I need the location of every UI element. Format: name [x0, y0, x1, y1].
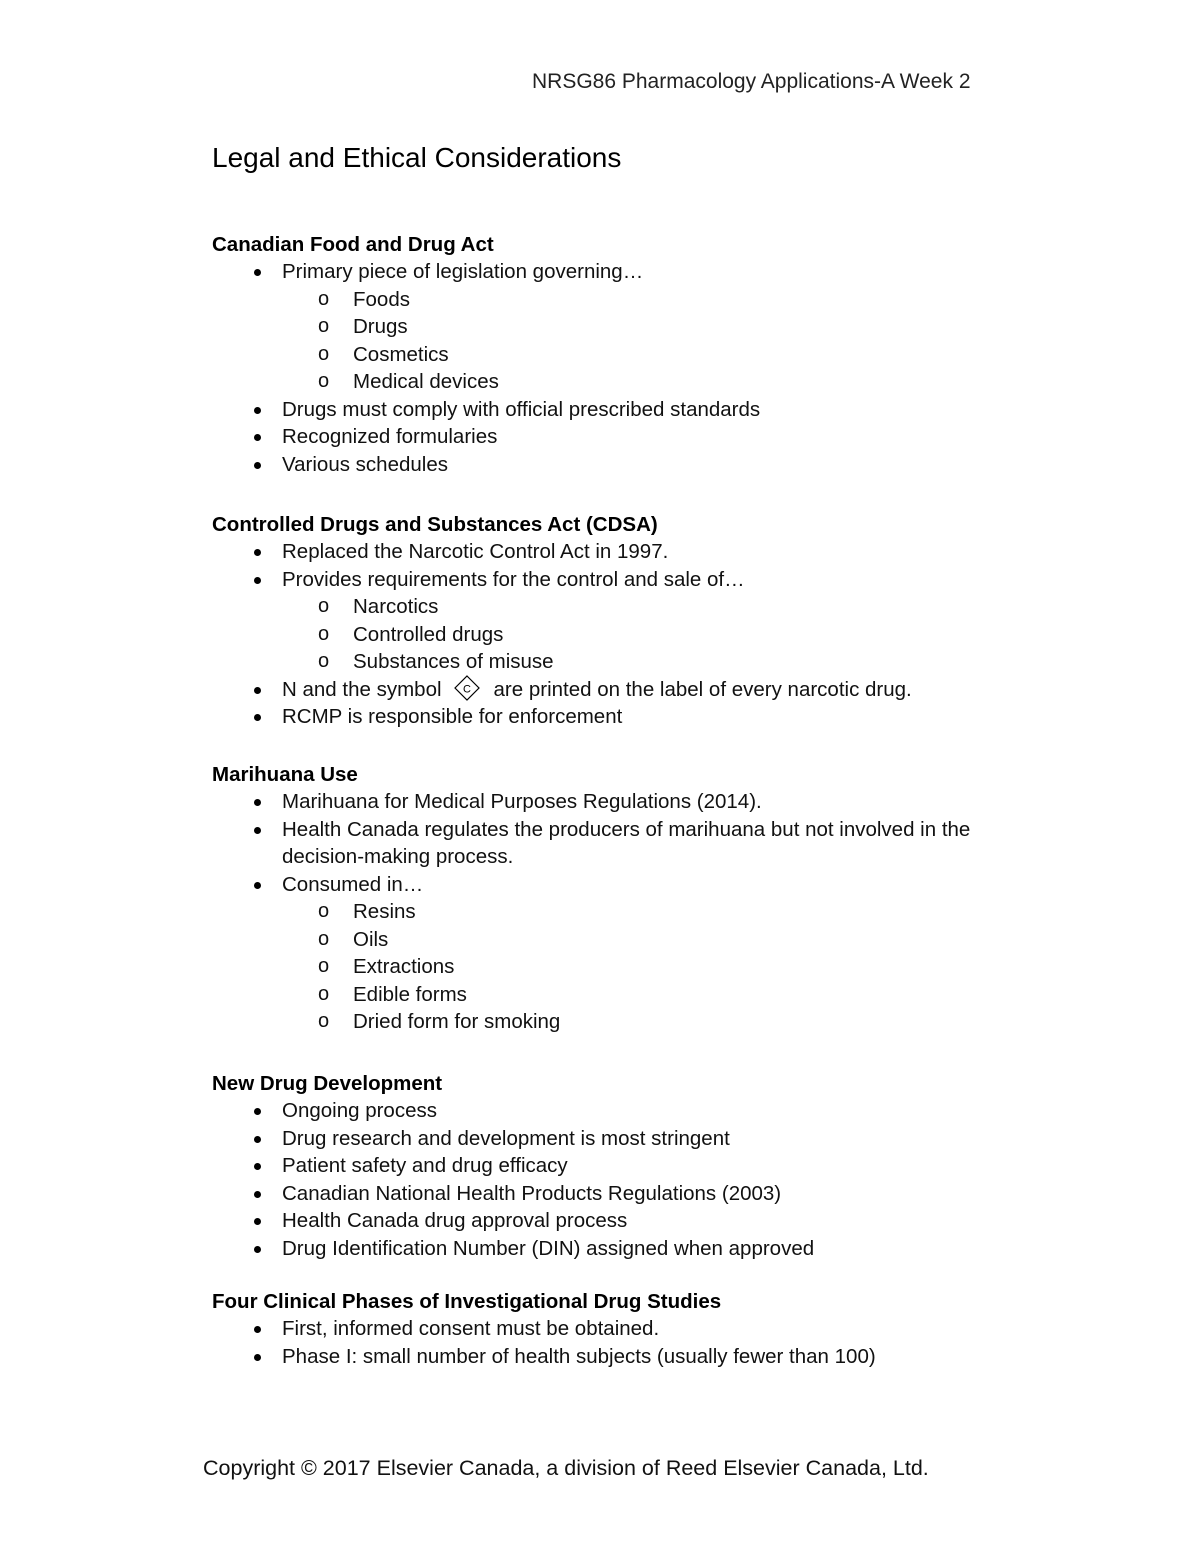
sub-list-item: o Medical devices — [212, 368, 1052, 396]
section-heading: Four Clinical Phases of Investigational Drug Studies — [212, 1290, 722, 1313]
list-item: Provides requirements for the control and sale of… — [212, 566, 1052, 594]
bullet-icon — [254, 1191, 261, 1198]
bullet-icon — [254, 1246, 261, 1253]
circle-bullet-icon: o — [318, 650, 330, 672]
list-item: Drug research and development is most stringent — [212, 1125, 1052, 1153]
page-header: NRSG86 Pharmacology Applications-A Week 2 — [532, 70, 971, 93]
list-item: Patient safety and drug efficacy — [212, 1152, 1052, 1180]
list-item: RCMP is responsible for enforcement — [212, 703, 1052, 731]
circle-bullet-icon: o — [318, 595, 330, 617]
circle-bullet-icon: o — [318, 287, 330, 310]
circle-bullet-icon: o — [318, 955, 330, 977]
bullet-icon — [254, 434, 261, 441]
bullet-icon — [254, 882, 261, 889]
bullet-icon — [254, 549, 261, 556]
controlled-drug-symbol-icon — [454, 675, 480, 701]
list-item: Marihuana for Medical Purposes Regulations (2014). — [212, 788, 1052, 816]
page-title: Legal and Ethical Considerations — [212, 142, 622, 173]
sub-list-item: o Substances of misuse — [212, 648, 1052, 676]
section-cdsa — [212, 511, 1052, 731]
sub-list-item: o Cosmetics — [212, 341, 1052, 369]
section-heading: Marihuana Use — [212, 763, 358, 786]
circle-bullet-icon: o — [318, 370, 330, 392]
bullet-icon — [254, 1136, 261, 1143]
list-item: N and the symbol C are printed on the label of every narcotic drug. — [212, 676, 1052, 704]
sub-list-item: o Narcotics — [212, 593, 1052, 621]
section-heading: New Drug Development — [212, 1072, 443, 1095]
list-item: Replaced the Narcotic Control Act in 1997. — [212, 538, 1052, 566]
list-item: Drugs must comply with official prescribed standards — [212, 396, 1052, 424]
bullet-icon — [254, 827, 261, 834]
list-item: Various schedules — [212, 451, 1052, 479]
bullet-icon — [254, 269, 261, 276]
circle-bullet-icon: o — [318, 1010, 330, 1032]
list-item: Health Canada regulates the producers of marihuana but not involved in the decision-making process. — [212, 816, 1052, 871]
section-marihuana-use — [212, 761, 1052, 1036]
bullet-icon — [254, 799, 261, 806]
bullet-icon — [254, 1354, 261, 1361]
list-item: Health Canada drug approval process — [212, 1207, 1052, 1235]
list-item: Primary piece of legislation governing… — [212, 258, 1052, 286]
circle-bullet-icon: o — [318, 315, 330, 337]
bullet-icon — [254, 1108, 261, 1115]
symbol-letter: C — [462, 683, 471, 696]
bullet-icon — [254, 407, 261, 414]
sub-list-item: o Edible forms — [212, 981, 1052, 1009]
circle-bullet-icon: o — [318, 622, 330, 645]
copyright-footer: Copyright © 2017 Elsevier Canada, a division of Reed Elsevier Canada, Ltd. — [203, 1456, 929, 1480]
list-item: Drug Identification Number (DIN) assigned when approved — [212, 1235, 1052, 1263]
list-item: Recognized formularies — [212, 423, 1052, 451]
list-item: First, informed consent must be obtained. — [212, 1315, 1052, 1343]
section-heading: Controlled Drugs and Substances Act (CDSA) — [212, 513, 658, 536]
bullet-icon — [254, 1163, 261, 1170]
section-clinical-phases — [212, 1288, 1052, 1370]
list-item: Ongoing process — [212, 1097, 1052, 1125]
sub-list-item: o Drugs — [212, 313, 1052, 341]
circle-bullet-icon: o — [318, 900, 330, 922]
circle-bullet-icon: o — [318, 927, 330, 950]
sub-list-item: o Resins — [212, 898, 1052, 926]
bullet-icon — [254, 687, 261, 694]
section-new-drug-development — [212, 1070, 1052, 1262]
sub-list-item: o Extractions — [212, 953, 1052, 981]
sub-list-item: o Controlled drugs — [212, 621, 1052, 649]
bullet-icon — [254, 1218, 261, 1225]
section-food-drug-act — [212, 231, 1052, 478]
sub-list-item: o Oils — [212, 926, 1052, 954]
bullet-icon — [254, 1326, 261, 1333]
sub-list-item: o Dried form for smoking — [212, 1008, 1052, 1036]
list-item: Phase I: small number of health subjects (usually fewer than 100) — [212, 1343, 1052, 1371]
list-item: Canadian National Health Products Regulations (2003) — [212, 1180, 1052, 1208]
section-heading: Canadian Food and Drug Act — [212, 233, 494, 256]
circle-bullet-icon: o — [318, 982, 330, 1005]
sub-list-item: o Foods — [212, 286, 1052, 314]
bullet-icon — [254, 462, 261, 469]
circle-bullet-icon: o — [318, 342, 330, 365]
bullet-icon — [254, 714, 261, 721]
list-item: Consumed in… — [212, 871, 1052, 899]
bullet-icon — [254, 577, 261, 584]
